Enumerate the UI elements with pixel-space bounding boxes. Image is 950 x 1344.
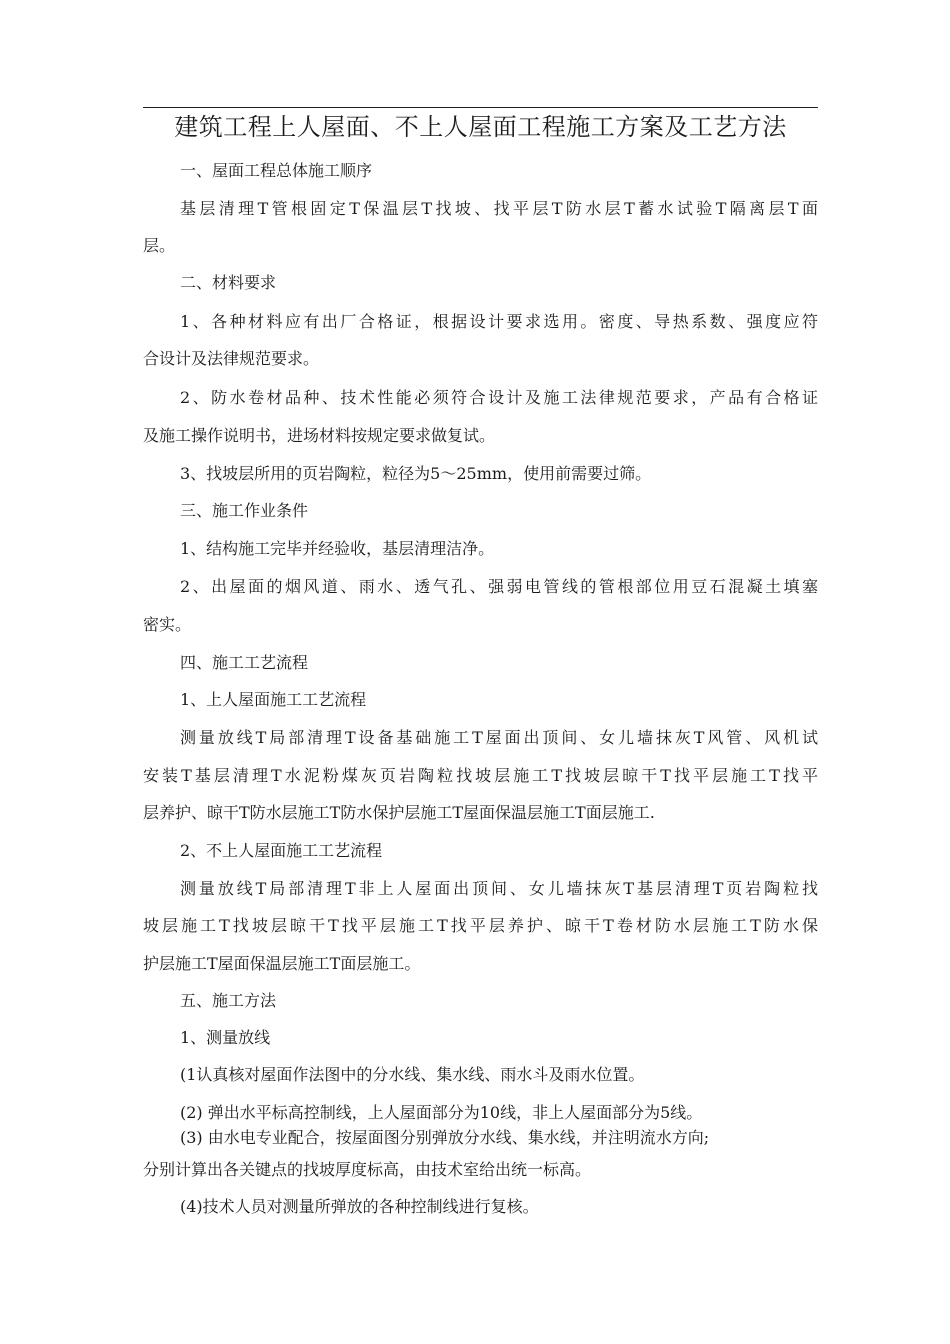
section-heading: 二、材料要求 xyxy=(180,273,277,292)
subsection-heading: 1、上人屋面施工工艺流程 xyxy=(180,690,367,709)
paragraph-line: 测量放线T局部清理T设备基础施工T屋面出顶间、女儿墙抹灰T风管、风机试 xyxy=(180,728,818,747)
paragraph-line: (4)技术人员对测量所弹放的各种控制线进行复核。 xyxy=(180,1197,539,1216)
paragraph-line: 护层施工T屋面保温层施工T面层施工。 xyxy=(143,954,421,973)
paragraph-line: 分别计算出各关键点的找坡厚度标高，由技术室给出统一标高。 xyxy=(143,1160,592,1179)
paragraph-line: 安装T基层清理T水泥粉煤灰页岩陶粒找坡层施工T找坡层晾干T找平层施工T找平 xyxy=(143,766,818,785)
paragraph-line: 层。 xyxy=(143,236,176,255)
document-title: 建筑工程上人屋面、不上人屋面工程施工方案及工艺方法 xyxy=(174,113,787,141)
paragraph-line: (3) 由水电专业配合，按屋面图分别弹放分水线、集水线，并注明流水方向; xyxy=(180,1128,710,1147)
paragraph-line: 基层清理T管根固定T保温层T找坡、找平层T防水层T蓄水试验T隔离层T面 xyxy=(180,199,818,218)
subsection-heading: 2、不上人屋面施工工艺流程 xyxy=(180,841,383,860)
paragraph-line: (1认真核对屋面作法图中的分水线、集水线、雨水斗及雨水位置。 xyxy=(180,1065,645,1084)
paragraph-line: 坡层施工T找坡层晾干T找平层施工T找平层养护、晾干T卷材防水层施工T防水保 xyxy=(143,916,818,935)
paragraph-line: 1、结构施工完毕并经验收，基层清理洁净。 xyxy=(180,539,495,558)
paragraph-line: 层养护、晾干T防水层施工T防水保护层施工T屋面保温层施工T面层施工. xyxy=(143,803,655,822)
paragraph-line: 3、找坡层所用的页岩陶粒，粒径为5〜25mm，使用前需要过筛。 xyxy=(180,464,652,483)
section-heading: 一、屋面工程总体施工顺序 xyxy=(180,161,373,180)
paragraph-line: 测量放线T局部清理T非上人屋面出顶间、女儿墙抹灰T基层清理T页岩陶粒找 xyxy=(180,879,818,898)
paragraph-line: 2、出屋面的烟风道、雨水、透气孔、强弱电管线的管根部位用豆石混凝土填塞 xyxy=(180,577,818,596)
section-heading: 五、施工方法 xyxy=(180,991,277,1010)
section-heading: 三、施工作业条件 xyxy=(180,501,309,520)
paragraph-line: 1、各种材料应有出厂合格证，根据设计要求选用。密度、导热系数、强度应符 xyxy=(180,312,818,331)
section-heading: 四、施工工艺流程 xyxy=(180,653,309,672)
paragraph-line: 2、防水卷材品种、技术性能必须符合设计及施工法律规范要求，产品有合格证 xyxy=(180,388,818,407)
paragraph-line: 合设计及法律规范要求。 xyxy=(143,349,320,368)
paragraph-line: (2) 弹出水平标高控制线，上人屋面部分为10线，非上人屋面部分为5线。 xyxy=(180,1103,703,1122)
paragraph-line: 密实。 xyxy=(143,615,192,634)
header-rule xyxy=(143,107,818,108)
subsection-heading: 1、测量放线 xyxy=(180,1028,271,1047)
paragraph-line: 及施工操作说明书，进场材料按规定要求做复试。 xyxy=(143,426,496,445)
